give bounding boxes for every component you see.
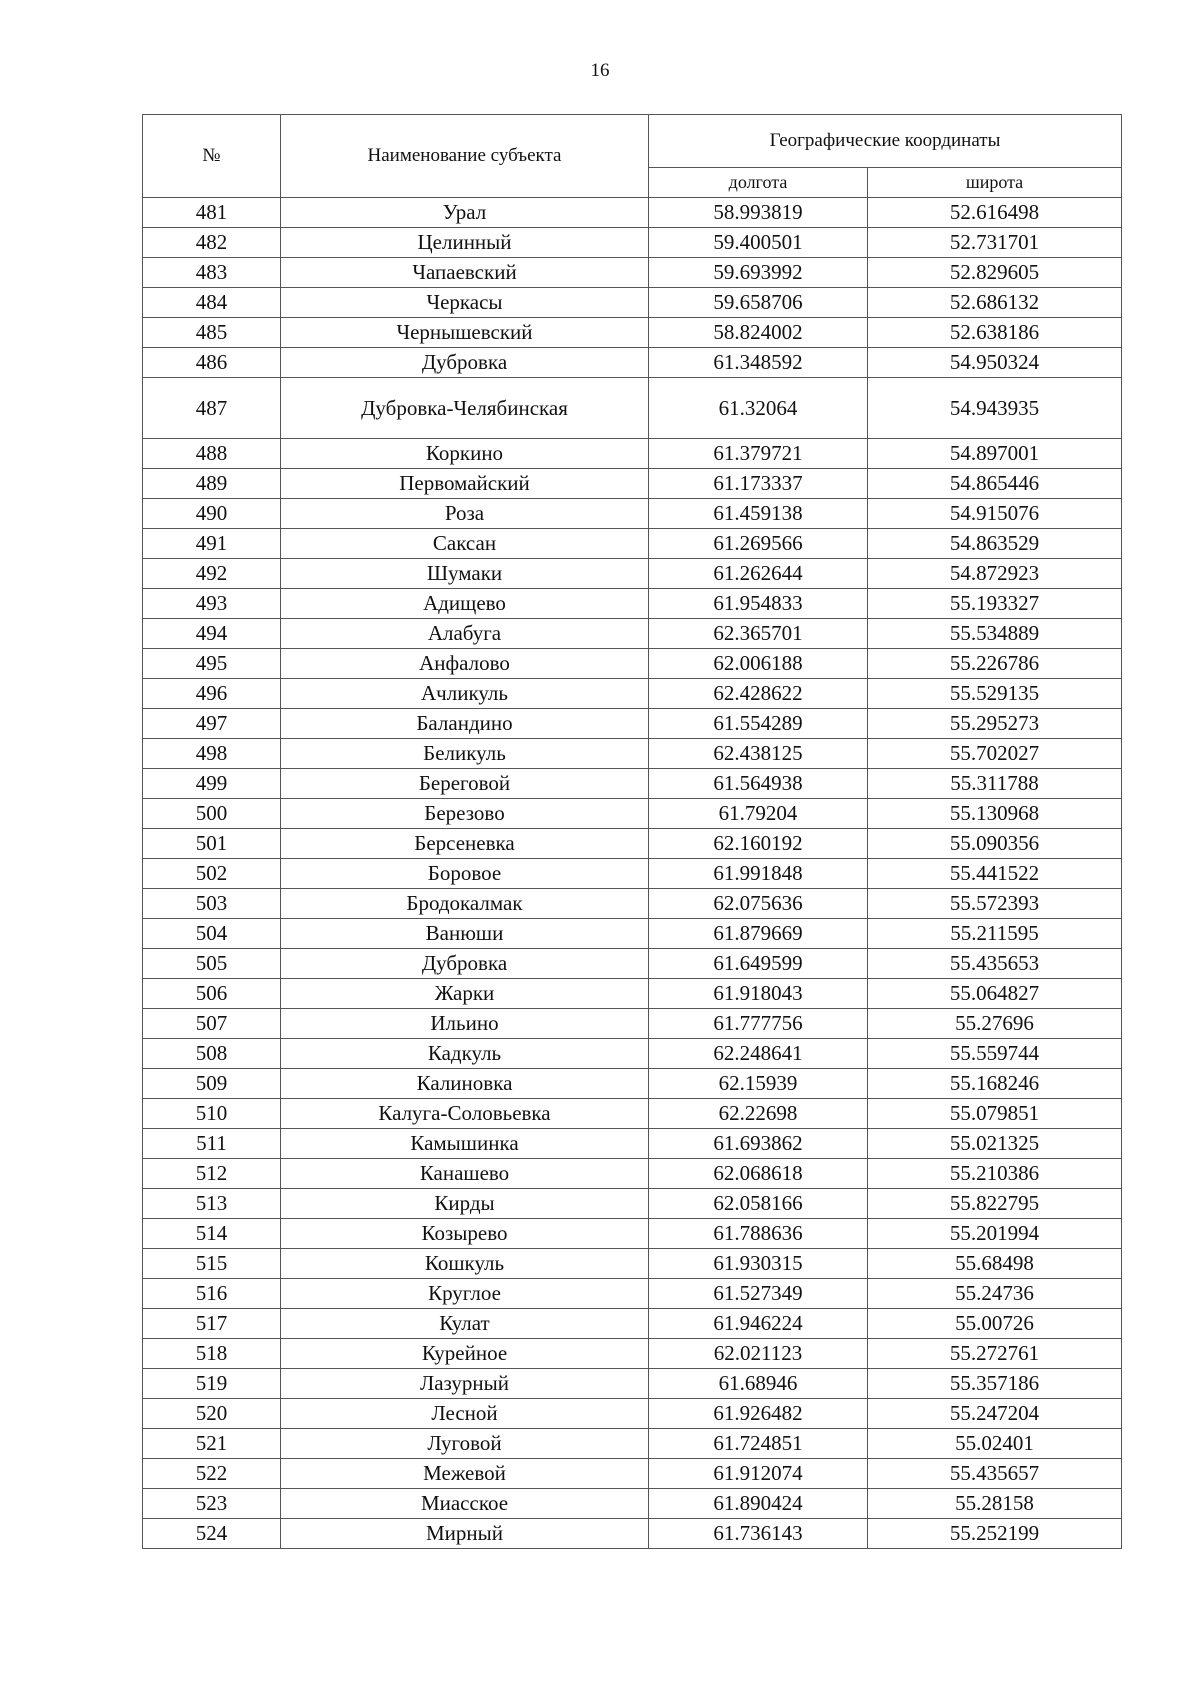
subject-name-cell: Бродокалмак (281, 889, 649, 919)
row-number-cell: 524 (143, 1519, 281, 1549)
latitude-cell: 55.064827 (868, 979, 1122, 1009)
table-row (143, 348, 1122, 378)
row-number-cell: 503 (143, 889, 281, 919)
longitude-cell: 62.248641 (649, 1039, 868, 1069)
row-number-cell: 495 (143, 649, 281, 679)
table-row (143, 889, 1122, 919)
row-number-cell: 485 (143, 318, 281, 348)
table-row (143, 619, 1122, 649)
latitude-cell: 55.210386 (868, 1159, 1122, 1189)
header-number: № (143, 115, 281, 198)
table-row (143, 709, 1122, 739)
latitude-cell: 55.079851 (868, 1099, 1122, 1129)
longitude-cell: 59.693992 (649, 258, 868, 288)
latitude-cell: 55.24736 (868, 1279, 1122, 1309)
longitude-cell: 61.918043 (649, 979, 868, 1009)
latitude-cell: 55.311788 (868, 769, 1122, 799)
table-row (143, 1519, 1122, 1549)
table-row (143, 1459, 1122, 1489)
table-row (143, 1159, 1122, 1189)
latitude-cell: 52.638186 (868, 318, 1122, 348)
row-number-cell: 513 (143, 1189, 281, 1219)
row-number-cell: 508 (143, 1039, 281, 1069)
latitude-cell: 55.193327 (868, 589, 1122, 619)
row-number-cell: 491 (143, 529, 281, 559)
table-row (143, 529, 1122, 559)
table-row (143, 1339, 1122, 1369)
longitude-cell: 61.173337 (649, 469, 868, 499)
table-row (143, 589, 1122, 619)
subject-name-cell: Курейное (281, 1339, 649, 1369)
row-number-cell: 499 (143, 769, 281, 799)
longitude-cell: 62.021123 (649, 1339, 868, 1369)
row-number-cell: 483 (143, 258, 281, 288)
subject-name-cell: Кадкуль (281, 1039, 649, 1069)
latitude-cell: 55.090356 (868, 829, 1122, 859)
latitude-cell: 52.829605 (868, 258, 1122, 288)
table-row (143, 469, 1122, 499)
row-number-cell: 501 (143, 829, 281, 859)
longitude-cell: 61.946224 (649, 1309, 868, 1339)
longitude-cell: 62.365701 (649, 619, 868, 649)
row-number-cell: 506 (143, 979, 281, 1009)
subject-name-cell: Шумаки (281, 559, 649, 589)
latitude-cell: 54.872923 (868, 559, 1122, 589)
subject-name-cell: Кошкуль (281, 1249, 649, 1279)
longitude-cell: 61.693862 (649, 1129, 868, 1159)
longitude-cell: 61.879669 (649, 919, 868, 949)
subject-name-cell: Боровое (281, 859, 649, 889)
subject-name-cell: Саксан (281, 529, 649, 559)
row-number-cell: 517 (143, 1309, 281, 1339)
subject-name-cell: Черкасы (281, 288, 649, 318)
row-number-cell: 522 (143, 1459, 281, 1489)
longitude-cell: 62.006188 (649, 649, 868, 679)
table-row (143, 198, 1122, 228)
subject-name-cell: Межевой (281, 1459, 649, 1489)
subject-name-cell: Коркино (281, 439, 649, 469)
longitude-cell: 61.736143 (649, 1519, 868, 1549)
table-row (143, 829, 1122, 859)
subject-name-cell: Баландино (281, 709, 649, 739)
subject-name-cell: Дубровка-Челябинская (281, 378, 649, 439)
row-number-cell: 514 (143, 1219, 281, 1249)
latitude-cell: 54.915076 (868, 499, 1122, 529)
subject-name-cell: Луговой (281, 1429, 649, 1459)
latitude-cell: 55.357186 (868, 1369, 1122, 1399)
subject-name-cell: Мирный (281, 1519, 649, 1549)
coordinates-table (142, 114, 1122, 1549)
table-row (143, 439, 1122, 469)
longitude-cell: 61.269566 (649, 529, 868, 559)
longitude-cell: 62.438125 (649, 739, 868, 769)
table-row (143, 318, 1122, 348)
row-number-cell: 492 (143, 559, 281, 589)
table-row (143, 1189, 1122, 1219)
latitude-cell: 54.865446 (868, 469, 1122, 499)
row-number-cell: 511 (143, 1129, 281, 1159)
subject-name-cell: Березово (281, 799, 649, 829)
subject-name-cell: Лазурный (281, 1369, 649, 1399)
row-number-cell: 488 (143, 439, 281, 469)
longitude-cell: 61.954833 (649, 589, 868, 619)
subject-name-cell: Берсеневка (281, 829, 649, 859)
longitude-cell: 61.564938 (649, 769, 868, 799)
subject-name-cell: Анфалово (281, 649, 649, 679)
table-row (143, 1399, 1122, 1429)
row-number-cell: 502 (143, 859, 281, 889)
row-number-cell: 484 (143, 288, 281, 318)
header-latitude: широта (868, 168, 1122, 198)
subject-name-cell: Канашево (281, 1159, 649, 1189)
longitude-cell: 62.075636 (649, 889, 868, 919)
longitude-cell: 59.400501 (649, 228, 868, 258)
subject-name-cell: Козырево (281, 1219, 649, 1249)
table-row (143, 559, 1122, 589)
subject-name-cell: Дубровка (281, 348, 649, 378)
longitude-cell: 62.428622 (649, 679, 868, 709)
subject-name-cell: Кирды (281, 1189, 649, 1219)
latitude-cell: 55.295273 (868, 709, 1122, 739)
table-row (143, 1249, 1122, 1279)
longitude-cell: 61.262644 (649, 559, 868, 589)
header-longitude: долгота (649, 168, 868, 198)
table-row (143, 1489, 1122, 1519)
table-row (143, 1039, 1122, 1069)
row-number-cell: 496 (143, 679, 281, 709)
latitude-cell: 55.435653 (868, 949, 1122, 979)
latitude-cell: 55.822795 (868, 1189, 1122, 1219)
longitude-cell: 61.527349 (649, 1279, 868, 1309)
table-row (143, 919, 1122, 949)
table-row (143, 1219, 1122, 1249)
longitude-cell: 61.890424 (649, 1489, 868, 1519)
table-row (143, 288, 1122, 318)
table-row (143, 1429, 1122, 1459)
table-row (143, 859, 1122, 889)
header-subject-name: Наименование субъекта (281, 115, 649, 198)
longitude-cell: 61.991848 (649, 859, 868, 889)
table-row (143, 979, 1122, 1009)
latitude-cell: 52.686132 (868, 288, 1122, 318)
table-row (143, 1309, 1122, 1339)
latitude-cell: 55.226786 (868, 649, 1122, 679)
row-number-cell: 523 (143, 1489, 281, 1519)
longitude-cell: 62.15939 (649, 1069, 868, 1099)
longitude-cell: 61.724851 (649, 1429, 868, 1459)
table-row (143, 1099, 1122, 1129)
table-row (143, 949, 1122, 979)
subject-name-cell: Чапаевский (281, 258, 649, 288)
longitude-cell: 61.930315 (649, 1249, 868, 1279)
subject-name-cell: Калуга-Соловьевка (281, 1099, 649, 1129)
subject-name-cell: Лесной (281, 1399, 649, 1429)
table-row (143, 649, 1122, 679)
subject-name-cell: Адищево (281, 589, 649, 619)
row-number-cell: 521 (143, 1429, 281, 1459)
latitude-cell: 55.559744 (868, 1039, 1122, 1069)
latitude-cell: 55.021325 (868, 1129, 1122, 1159)
table-body (143, 198, 1122, 1549)
table-row (143, 1369, 1122, 1399)
table-row (143, 1069, 1122, 1099)
row-number-cell: 516 (143, 1279, 281, 1309)
row-number-cell: 482 (143, 228, 281, 258)
page-number: 16 (590, 60, 610, 81)
longitude-cell: 61.379721 (649, 439, 868, 469)
header-geo-coordinates: Географические координаты (649, 115, 1122, 168)
row-number-cell: 515 (143, 1249, 281, 1279)
latitude-cell: 55.28158 (868, 1489, 1122, 1519)
subject-name-cell: Ванюши (281, 919, 649, 949)
longitude-cell: 61.554289 (649, 709, 868, 739)
longitude-cell: 61.649599 (649, 949, 868, 979)
row-number-cell: 512 (143, 1159, 281, 1189)
row-number-cell: 510 (143, 1099, 281, 1129)
subject-name-cell: Дубровка (281, 949, 649, 979)
latitude-cell: 52.616498 (868, 198, 1122, 228)
longitude-cell: 59.658706 (649, 288, 868, 318)
subject-name-cell: Ачликуль (281, 679, 649, 709)
latitude-cell: 55.02401 (868, 1429, 1122, 1459)
subject-name-cell: Жарки (281, 979, 649, 1009)
longitude-cell: 61.459138 (649, 499, 868, 529)
table-row (143, 679, 1122, 709)
subject-name-cell: Калиновка (281, 1069, 649, 1099)
longitude-cell: 61.68946 (649, 1369, 868, 1399)
latitude-cell: 55.441522 (868, 859, 1122, 889)
longitude-cell: 61.348592 (649, 348, 868, 378)
latitude-cell: 55.529135 (868, 679, 1122, 709)
longitude-cell: 61.777756 (649, 1009, 868, 1039)
subject-name-cell: Камышинка (281, 1129, 649, 1159)
latitude-cell: 55.00726 (868, 1309, 1122, 1339)
table-row (143, 799, 1122, 829)
row-number-cell: 504 (143, 919, 281, 949)
row-number-cell: 494 (143, 619, 281, 649)
latitude-cell: 55.247204 (868, 1399, 1122, 1429)
subject-name-cell: Чернышевский (281, 318, 649, 348)
latitude-cell: 54.863529 (868, 529, 1122, 559)
latitude-cell: 55.27696 (868, 1009, 1122, 1039)
latitude-cell: 54.950324 (868, 348, 1122, 378)
subject-name-cell: Кулат (281, 1309, 649, 1339)
longitude-cell: 61.926482 (649, 1399, 868, 1429)
latitude-cell: 55.211595 (868, 919, 1122, 949)
table-row (143, 378, 1122, 439)
latitude-cell: 54.897001 (868, 439, 1122, 469)
row-number-cell: 518 (143, 1339, 281, 1369)
table-row (143, 499, 1122, 529)
table-row (143, 1009, 1122, 1039)
latitude-cell: 55.252199 (868, 1519, 1122, 1549)
row-number-cell: 487 (143, 378, 281, 439)
subject-name-cell: Миасское (281, 1489, 649, 1519)
subject-name-cell: Беликуль (281, 739, 649, 769)
row-number-cell: 493 (143, 589, 281, 619)
latitude-cell: 55.572393 (868, 889, 1122, 919)
longitude-cell: 61.32064 (649, 378, 868, 439)
subject-name-cell: Первомайский (281, 469, 649, 499)
latitude-cell: 55.130968 (868, 799, 1122, 829)
row-number-cell: 509 (143, 1069, 281, 1099)
latitude-cell: 54.943935 (868, 378, 1122, 439)
row-number-cell: 489 (143, 469, 281, 499)
latitude-cell: 55.168246 (868, 1069, 1122, 1099)
row-number-cell: 500 (143, 799, 281, 829)
longitude-cell: 62.068618 (649, 1159, 868, 1189)
row-number-cell: 498 (143, 739, 281, 769)
table-row (143, 258, 1122, 288)
subject-name-cell: Ильино (281, 1009, 649, 1039)
subject-name-cell: Роза (281, 499, 649, 529)
row-number-cell: 505 (143, 949, 281, 979)
latitude-cell: 55.534889 (868, 619, 1122, 649)
longitude-cell: 58.993819 (649, 198, 868, 228)
row-number-cell: 481 (143, 198, 281, 228)
latitude-cell: 55.702027 (868, 739, 1122, 769)
row-number-cell: 490 (143, 499, 281, 529)
subject-name-cell: Урал (281, 198, 649, 228)
table-row (143, 1129, 1122, 1159)
latitude-cell: 52.731701 (868, 228, 1122, 258)
table-row (143, 1279, 1122, 1309)
row-number-cell: 520 (143, 1399, 281, 1429)
subject-name-cell: Береговой (281, 769, 649, 799)
longitude-cell: 61.788636 (649, 1219, 868, 1249)
table-row (143, 739, 1122, 769)
latitude-cell: 55.201994 (868, 1219, 1122, 1249)
row-number-cell: 507 (143, 1009, 281, 1039)
subject-name-cell: Алабуга (281, 619, 649, 649)
longitude-cell: 58.824002 (649, 318, 868, 348)
row-number-cell: 519 (143, 1369, 281, 1399)
table-row (143, 769, 1122, 799)
row-number-cell: 486 (143, 348, 281, 378)
longitude-cell: 62.22698 (649, 1099, 868, 1129)
latitude-cell: 55.68498 (868, 1249, 1122, 1279)
longitude-cell: 61.79204 (649, 799, 868, 829)
longitude-cell: 62.058166 (649, 1189, 868, 1219)
row-number-cell: 497 (143, 709, 281, 739)
longitude-cell: 61.912074 (649, 1459, 868, 1489)
latitude-cell: 55.435657 (868, 1459, 1122, 1489)
table-row (143, 228, 1122, 258)
subject-name-cell: Целинный (281, 228, 649, 258)
subject-name-cell: Круглое (281, 1279, 649, 1309)
latitude-cell: 55.272761 (868, 1339, 1122, 1369)
longitude-cell: 62.160192 (649, 829, 868, 859)
table-header (143, 115, 1122, 198)
